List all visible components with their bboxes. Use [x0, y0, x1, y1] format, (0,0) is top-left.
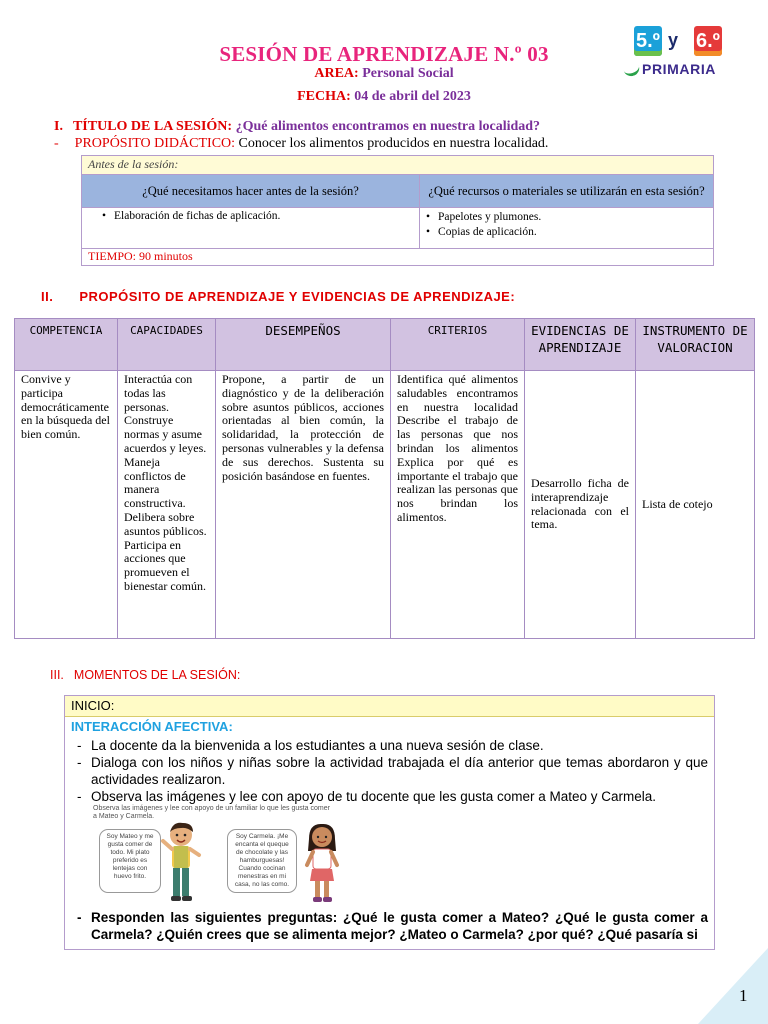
th-criterios: CRITERIOS — [391, 319, 525, 371]
area-value: Personal Social — [362, 66, 454, 81]
list-item: - Dialoga con los niños y niñas sobre la actividad trabajada el día anterior que temas abordaron y que actividades realizaron. — [71, 754, 708, 788]
th-instrumento: INSTRUMENTO DE VALORACION — [636, 319, 755, 371]
section-2-number: II. — [41, 289, 54, 304]
logo-five: 5.º — [634, 26, 662, 56]
list-item: - La docente da la bienvenida a los estudiantes a una nueva sesión de clase. — [71, 737, 708, 754]
carmela-girl-icon — [299, 821, 345, 905]
inicio-bar: INICIO: — [65, 696, 714, 717]
antes-heading: Antes de la sesión: — [82, 156, 714, 175]
fecha-label: FECHA: — [297, 89, 351, 104]
prop-label: PROPÓSITO DIDÁCTICO: — [74, 136, 236, 151]
momentos-list-2 — [65, 909, 714, 943]
cell-desempenos: Propone, a partir de un diagnóstico y de la deliberación sobre asuntos públicos, acciones orientadas al bien común, la solidaridad, la protección de personas vulnerables y la defensa de sus derechos. Sustenta su posición basándose en fuentes. — [216, 371, 391, 639]
session-title: SESIÓN DE APRENDIZAJE N.º 03 — [219, 42, 549, 66]
logo-y: y — [668, 30, 679, 50]
section-1-value: ¿Qué alimentos encontramos en nuestra localidad? — [235, 119, 541, 134]
cell-criterios: Identifica qué alimentos saludables encontramos en nuestra localidad Describe el trabajo de las personas que nos brindan los alimentos Explica por qué es importante el trabajo que realizan las personas que nos brindan los alimentos. — [391, 371, 525, 639]
section-3-number: III. — [50, 668, 64, 682]
cell-capacidades: Interactúa con todas las personas. Construye normas y asume acuerdos y leyes. Maneja conflictos de manera constructiva. Delibera sobre asuntos públicos. Participa en acciones que promueven el bienestar común. — [118, 371, 216, 639]
antes-col1-item: • Elaboración de fichas de aplicación. — [102, 210, 413, 222]
section-1-title — [54, 119, 540, 135]
interaccion-afectiva: INTERACCIÓN AFECTIVA: — [71, 719, 233, 734]
antes-table — [81, 155, 714, 266]
antes-col2-item: • Papelotes y plumones. — [426, 210, 707, 225]
th-evidencias: EVIDENCIAS DE APRENDIZAJE — [525, 319, 636, 371]
momentos-box — [64, 695, 715, 950]
antes-col1-cell — [82, 208, 420, 249]
section-2-title — [41, 289, 515, 304]
fecha-value: 04 de abril del 2023 — [354, 89, 471, 104]
cell-competencia: Convive y participa democráticamente en la búsqueda del bien común. — [15, 371, 118, 639]
logo-six: 6.º — [694, 26, 722, 56]
page-number: 1 — [739, 986, 748, 1005]
prop-dash: - — [54, 136, 59, 151]
cell-evidencias: Desarrollo ficha de interaprendizaje relacionada con el tema. — [525, 371, 636, 639]
section-1-label: TÍTULO DE LA SESIÓN: — [72, 119, 233, 134]
fecha-line — [0, 89, 768, 105]
antes-col2-item: • Copias de aplicación. — [426, 225, 707, 240]
prop-value: Conocer los alimentos producidos en nuestra localidad. — [238, 136, 549, 151]
cell-instrumento: Lista de cotejo — [636, 371, 755, 639]
list-item: - Observa las imágenes y lee con apoyo de tu docente que les gusta comer a Mateo y Carmela. — [71, 788, 708, 805]
area-label: AREA: — [314, 66, 359, 81]
primaria-logo — [632, 26, 724, 82]
mateo-speech-bubble: Soy Mateo y me gusta comer de todo. Mi plato preferido es lentejas con huevo frito. — [99, 829, 161, 893]
momentos-list — [65, 737, 714, 805]
antes-col2-header: ¿Qué recursos o materiales se utilizarán en esta sesión? — [420, 175, 714, 208]
section-3-text: MOMENTOS DE LA SESIÓN: — [73, 668, 241, 682]
antes-col1-header: ¿Qué necesitamos hacer antes de la sesión? — [82, 175, 420, 208]
antes-col2-cell — [420, 208, 714, 249]
section-1-number: I. — [54, 119, 63, 134]
tiempo: TIEMPO: 90 minutos — [82, 249, 714, 266]
carmela-speech-bubble: Soy Carmela. ¡Me encanta el queque de chocolate y las hamburguesas! Cuando cocinan menestras en mi casa, no las como. — [227, 829, 297, 893]
logo-primaria: PRIMARIA — [642, 61, 717, 77]
corner-decoration-icon — [698, 948, 768, 1024]
th-competencia: COMPETENCIA — [15, 319, 118, 371]
list-item: - Responden las siguientes preguntas: ¿Qué le gusta comer a Mateo? ¿Qué le gusta comer a Carmela? ¿Quién crees que se alimenta mejor? ¿Mateo o Carmela? ¿por qué? ¿Qué pasaría si — [71, 909, 708, 943]
mateo-boy-icon — [157, 819, 207, 905]
mateo-carmela-illustration — [93, 805, 714, 909]
competencias-table — [14, 318, 755, 639]
illustration-caption: Observa las imágenes y lee con apoyo de un familiar lo que les gusta comer a Mateo y Carmela. — [93, 805, 330, 820]
section-2-text: PROPÓSITO DE APRENDIZAJE Y EVIDENCIAS DE APRENDIZAJE: — [79, 289, 516, 304]
th-capacidades: CAPACIDADES — [118, 319, 216, 371]
section-3-title — [50, 668, 240, 682]
proposito-didactico — [54, 136, 548, 152]
th-desempenos: DESEMPEÑOS — [216, 319, 391, 371]
